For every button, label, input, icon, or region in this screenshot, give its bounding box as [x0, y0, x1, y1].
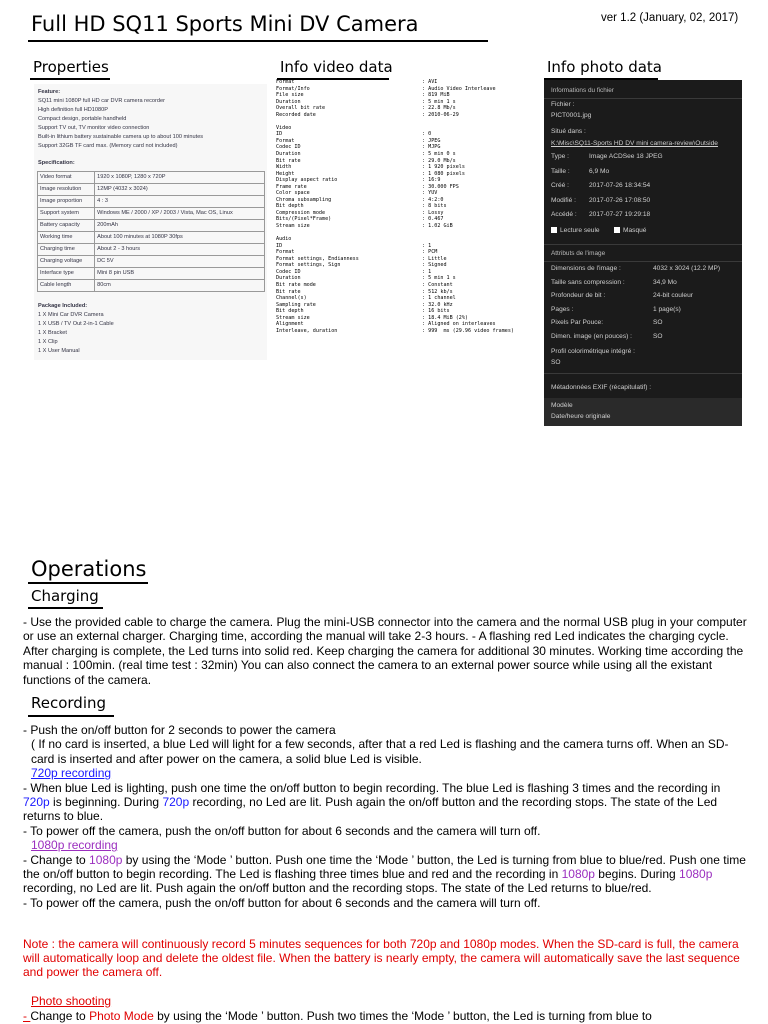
info-value: : 4:2:0 [422, 196, 444, 203]
datetime-label: Date/heure originale [551, 413, 611, 420]
rec-step-power: - Push the on/off button for 2 seconds to power the camera [23, 723, 336, 737]
info-value: : 1.02 GiB [422, 223, 453, 230]
info-value: : 1 920 pixels [422, 164, 465, 171]
info-key: Bit depth [276, 308, 304, 315]
dimen-value: SO [653, 333, 663, 340]
spec-value: 1920 x 1080P, 1280 x 720P [95, 172, 265, 184]
rec-step-card: ( If no card is inserted, a blue Led will light for a few seconds, after that a red Led is flashing and the camera turns off. When an SD-card is inserted and after power on the camera, a solid blue Led is visible. [31, 737, 729, 766]
info-key: Format [276, 249, 295, 256]
feature-item: Compact design, portable handheld [38, 116, 127, 122]
spec-table [37, 171, 265, 292]
info-key: Stream size [276, 314, 310, 321]
info-value: : YUV [422, 190, 438, 197]
feature-item: High definition full HD1080P [38, 107, 108, 113]
photo-heading: Info photo data [547, 58, 662, 76]
info-value: : 5 min 1 s [422, 98, 456, 105]
charging-heading: Charging [31, 587, 99, 605]
charging-text: - Use the provided cable to charge the camera. Plug the mini-USB connector into the camera and the normal USB plug in your computer or use an external charger. Charging time, according the manual will take 2-3 hours. - A flashing red Led indicates the charging cycle. After charging is complete, the Led turns into solid red. Keep charging the camera for additional 30 minutes. Working time according the manual : 100min. (real time test : 32min) You can also connect the camera to an external power source while using all the existant functions of the camera. [23, 615, 747, 687]
file-info-header: Informations du fichier [551, 87, 614, 94]
info-key: File size [276, 92, 304, 99]
info-value: : 5 min 0 s [422, 151, 456, 158]
info-value: : 0.467 [422, 216, 444, 223]
spec-key: Image proportion [38, 196, 95, 208]
modified-value: 2017-07-26 17:08:50 [589, 197, 651, 204]
info-value: : 5 min 1 s [422, 275, 456, 282]
info-value: : 8 bits [422, 203, 447, 210]
info-key: Format settings, Sign [276, 262, 341, 269]
info-value: : MJPG [422, 144, 441, 151]
file-label: Fichier : [551, 101, 575, 108]
type-label: Type : [551, 153, 569, 160]
divider [544, 98, 742, 99]
spec-key: Video format [38, 172, 95, 184]
spec-row [38, 208, 265, 220]
rec-720-text: - When blue Led is lighting, push one time the on/off button to begin recording. The blue Led is flashing 3 times and the recording in 720p is beginning. During 720p recording, no Led are lit. Push again the on/off button and the recording stops. The state of the Led returns to blue. [23, 780, 721, 824]
exif-label: Métadonnées EXIF (récapitulatif) : [551, 384, 652, 391]
spec-row [38, 244, 265, 256]
divider [544, 244, 742, 245]
dims-label: Dimensions de l'image : [551, 265, 621, 272]
info-value: : JPEG [422, 137, 441, 144]
info-value: : Aligned on interleaves [422, 321, 496, 328]
recording-body [23, 723, 748, 910]
spec-key: Interface type [38, 268, 95, 280]
depth-label: Profondeur de bit : [551, 292, 606, 299]
version-label: ver 1.2 (January, 02, 2017) [601, 12, 739, 24]
spec-row [38, 184, 265, 196]
model-label: Modèle [551, 402, 573, 409]
rec-720-heading: 720p recording [31, 766, 112, 781]
info-row [276, 328, 532, 335]
info-key: Alignment [276, 321, 304, 328]
video-heading: Info video data [280, 58, 393, 76]
info-value: : Constant [422, 281, 453, 288]
rec-1080-heading: 1080p recording [31, 838, 118, 853]
info-value: : 1 channel [422, 295, 456, 302]
feature-item: Support 32GB TF card max. (Memory card not included) [38, 143, 178, 149]
feature-item: Built-in lithium battery sustainable camera up to about 100 minutes [38, 134, 204, 140]
charging-underline [28, 607, 103, 609]
size-label: Taille : [551, 168, 570, 175]
spec-value: 4 : 3 [95, 196, 265, 208]
created-value: 2017-07-26 18:34:54 [589, 182, 651, 189]
spec-key: Battery capacity [38, 220, 95, 232]
info-key: ID [276, 131, 283, 138]
info-key: Channel(s) [276, 295, 307, 302]
info-key: Color space [276, 190, 310, 197]
info-value: : 512 kb/s [422, 288, 453, 295]
rec-power-off: - To power off the camera, push the on/off button for about 6 seconds and the camera will turn off. [23, 823, 541, 838]
ppi-value: SO [653, 319, 663, 326]
recording-underline [28, 715, 114, 717]
package-item: 1 X Clip [38, 339, 58, 345]
info-value: : 1 [422, 268, 432, 275]
info-key: Duration [276, 275, 301, 282]
info-value: : PCM [422, 249, 438, 256]
spec-value: 80cm [95, 280, 265, 292]
created-label: Créé : [551, 182, 569, 189]
spec-value: 200mAh [95, 220, 265, 232]
properties-panel [34, 84, 267, 360]
spec-row [38, 220, 265, 232]
info-key: Bit rate [276, 157, 301, 164]
package-item: 1 X User Manual [38, 348, 80, 354]
ppi-label: Pixels Par Pouce: [551, 319, 604, 326]
info-value: : 29.0 Mb/s [422, 157, 456, 164]
info-value: : Little [422, 255, 447, 262]
info-key: Width [276, 164, 292, 171]
file-name: PICT0001.jpg [551, 112, 592, 119]
info-value: : Signed [422, 262, 447, 269]
spec-key: Charging voltage [38, 256, 95, 268]
video-section-title: Video [276, 124, 292, 131]
operations-underline [28, 582, 148, 584]
info-value: : AVI [422, 79, 438, 85]
info-value: : 819 MiB [422, 92, 450, 99]
title-underline [28, 40, 488, 42]
spec-row [38, 268, 265, 280]
spec-key: Image resolution [38, 184, 95, 196]
document-title: Full HD SQ11 Sports Mini DV Camera [31, 12, 419, 36]
feature-title: Feature: [38, 89, 61, 95]
uncompressed-value: 34,9 Mo [653, 279, 677, 286]
spec-value: Windows ME / 2000 / XP / 2003 / Vista, Mac OS, Linux [95, 208, 265, 220]
info-value: : 1 [422, 242, 432, 249]
info-key: Duration [276, 151, 301, 158]
modified-label: Modifié : [551, 197, 576, 204]
photo-info-panel [544, 80, 742, 426]
info-key: Compression mode [276, 209, 326, 216]
info-value: : 18.4 MiB (2%) [422, 314, 469, 321]
spec-row [38, 172, 265, 184]
photo-shooting-heading: Photo shooting [31, 994, 112, 1008]
package-item: 1 X Mini Car DVR Camera [38, 312, 104, 318]
info-key: Format settings, Endianness [276, 255, 359, 262]
type-value: Image ACDSee 18 JPEG [589, 153, 663, 160]
package-title: Package Included: [38, 303, 88, 309]
recording-note: Note : the camera will continuously record 5 minutes sequences for both 720p and 1080p modes. When the SD-card is full, the camera will automatically loop and delete the oldest file. When the battery is nearly empty, the camera will automatically save the last sequence and power the camera off. [23, 937, 740, 980]
rec-power-off: - To power off the camera, push the on/off button for about 6 seconds and the camera will turn off. [23, 895, 541, 910]
pages-label: Pages : [551, 306, 574, 313]
info-key: Bit rate mode [276, 281, 316, 288]
profile-value: SO [551, 359, 561, 366]
info-key: Sampling rate [276, 301, 316, 308]
info-key: Format/Info [276, 85, 310, 92]
info-key: Codec ID [276, 144, 301, 151]
depth-value: 24-bit couleur [653, 292, 693, 299]
info-key: Display aspect ratio [276, 177, 338, 184]
spec-value: 12MP (4032 x 3024) [95, 184, 265, 196]
hidden-option[interactable] [614, 227, 646, 234]
info-key: Interleave, duration [276, 327, 338, 334]
info-key: Stream size [276, 223, 310, 230]
spec-value: DC 5V [95, 256, 265, 268]
size-value: 6,9 Mo [589, 168, 610, 175]
image-attr-header: Attributs de l'image [551, 250, 606, 257]
info-key: Height [276, 170, 295, 177]
spec-value: Mini 8 pin USB [95, 268, 265, 280]
info-key: Codec ID [276, 268, 301, 275]
properties-heading: Properties [33, 58, 109, 76]
location-path[interactable]: K:\Misc\SQ11-Sports HD DV mini camera-review\Outside [551, 140, 718, 147]
info-value: : 0 [422, 131, 432, 138]
spec-key: Support system [38, 208, 95, 220]
info-key: Bit depth [276, 203, 304, 210]
spec-row [38, 280, 265, 292]
readonly-label: Lecture seule [560, 227, 600, 234]
package-item: 1 X USB / TV Out 2-in-1 Cable [38, 321, 114, 327]
pages-value: 1 page(s) [653, 306, 681, 313]
recording-heading: Recording [31, 694, 107, 712]
info-value: : 16:9 [422, 177, 441, 184]
package-item: 1 X Bracket [38, 330, 67, 336]
info-value: : 16 bits [422, 308, 450, 315]
spec-row [38, 232, 265, 244]
info-key: Chroma subsampling [276, 196, 332, 203]
info-value: : Lossy [422, 209, 444, 216]
info-key: Format [276, 79, 295, 85]
info-value: : 999 ms (29.96 video frames) [422, 327, 515, 334]
dims-value: 4032 x 3024 (12.2 MP) [653, 265, 721, 272]
accessed-value: 2017-07-27 19:29:18 [589, 211, 651, 218]
info-value: : 22.8 Mb/s [422, 105, 456, 112]
info-value: : 2010-06-29 [422, 111, 459, 118]
rec-1080-text: - Change to 1080p by using the ‘Mode ’ button. Push one time the ‘Mode ’ button, the Led is turning from blue to blue/red. Push one time the on/off button to begin recording. The Led is flashing three times blue and red and the recording in 1080p begins. During 1080p recording, no Led are lit. Push again the on/off button and the recording stops. The state of the Led returns to blue/red. [23, 852, 746, 896]
info-value: : 32.0 kHz [422, 301, 453, 308]
info-key: Recorded date [276, 111, 316, 118]
feature-item: Support TV out, TV monitor video connection [38, 125, 150, 131]
divider [544, 373, 742, 374]
accessed-label: Accédé : [551, 211, 577, 218]
info-value: : Audio Video Interleave [422, 85, 496, 92]
spec-value: About 2 - 3 hours [95, 244, 265, 256]
info-key: Bits/(Pixel*Frame) [276, 216, 332, 223]
audio-section-title: Audio [276, 236, 292, 243]
feature-item: SQ11 mini 1080P full HD car DVR camera recorder [38, 98, 165, 104]
info-key: Overall bit rate [276, 105, 326, 112]
photo-shooting-text: - Change to Photo Mode by using the ‘Mode ’ button. Push two times the ‘Mode ’ button, the Led is turning from blue to [23, 1009, 652, 1023]
info-key: Duration [276, 98, 301, 105]
hidden-label: Masqué [623, 227, 647, 234]
readonly-checkbox[interactable] [551, 227, 557, 233]
info-value: : 1 080 pixels [422, 170, 465, 177]
location-label: Situé dans : [551, 128, 586, 135]
info-key: Frame rate [276, 183, 307, 190]
spec-key: Charging time [38, 244, 95, 256]
spec-key: Cable length [38, 280, 95, 292]
profile-label: Profil colorimétrique intégré : [551, 348, 635, 355]
divider [544, 261, 742, 262]
spec-row [38, 196, 265, 208]
info-value: : 30.000 FPS [422, 183, 459, 190]
spec-key: Working time [38, 232, 95, 244]
readonly-option[interactable] [551, 227, 600, 234]
properties-underline [30, 78, 110, 80]
info-key: ID [276, 242, 283, 249]
operations-heading: Operations [31, 557, 147, 581]
info-key: Bit rate [276, 288, 301, 295]
dimen-label: Dimen. image (en pouces) : [551, 333, 632, 340]
info-key: Format [276, 137, 295, 144]
hidden-checkbox[interactable] [614, 227, 620, 233]
video-info-panel [276, 79, 532, 341]
spec-value: About 100 minutes at 1080P 30fps [95, 232, 265, 244]
exif-table [544, 398, 742, 426]
uncompressed-label: Taille sans compression : [551, 279, 625, 286]
spec-title: Specification: [38, 160, 75, 166]
spec-row [38, 256, 265, 268]
